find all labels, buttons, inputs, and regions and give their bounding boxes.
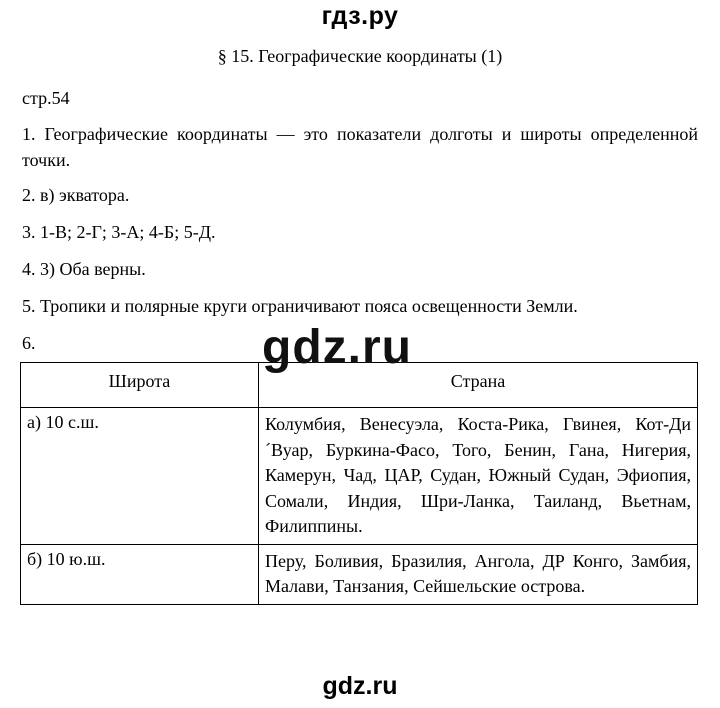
latitude-cell: а) 10 с.ш.	[21, 408, 259, 545]
answer-5: 5. Тропики и полярные круги ограничивают пояса освещенности Земли.	[22, 296, 578, 316]
latitude-cell: б) 10 ю.ш.	[21, 544, 259, 604]
countries-cell: Перу, Боливия, Бразилия, Ангола, ДР Конго, Замбия, Малави, Танзания, Сейшельские острова.	[259, 544, 698, 604]
site-logo-top: гдз.ру	[321, 2, 399, 30]
table-row	[21, 408, 698, 545]
answer-4: 4. 3) Оба верны.	[22, 259, 146, 279]
site-logo-bottom: gdz.ru	[322, 672, 398, 700]
countries-cell: Колумбия, Венесуэла, Коста-Рика, Гвинея, Кот-Ди´Вуар, Буркина-Фасо, Того, Бенин, Гана, Нигерия, Камерун, Чад, ЦАР, Судан, Южный Судан, Эфиопия, Сомали, Индия, Шри-Ланка, Таиланд, Вьетнам, Филиппины.	[259, 408, 698, 545]
page-title: § 15. Географические координаты (1)	[217, 46, 503, 66]
answer-2: 2. в) экватора.	[22, 185, 130, 205]
header-country: Страна	[259, 363, 698, 408]
latitude-countries-table	[20, 362, 698, 605]
answer-3: 3. 1-В; 2-Г; 3-А; 4-Б; 5-Д.	[22, 222, 216, 242]
answer-1: 1. Географические координаты — это показатели долготы и широты определенной точки.	[22, 124, 698, 170]
page-reference: стр.54	[22, 88, 70, 108]
watermark: gdz.ru	[262, 321, 412, 374]
header-latitude: Широта	[21, 363, 259, 408]
answer-6: 6.	[22, 333, 36, 353]
table-row	[21, 544, 698, 604]
